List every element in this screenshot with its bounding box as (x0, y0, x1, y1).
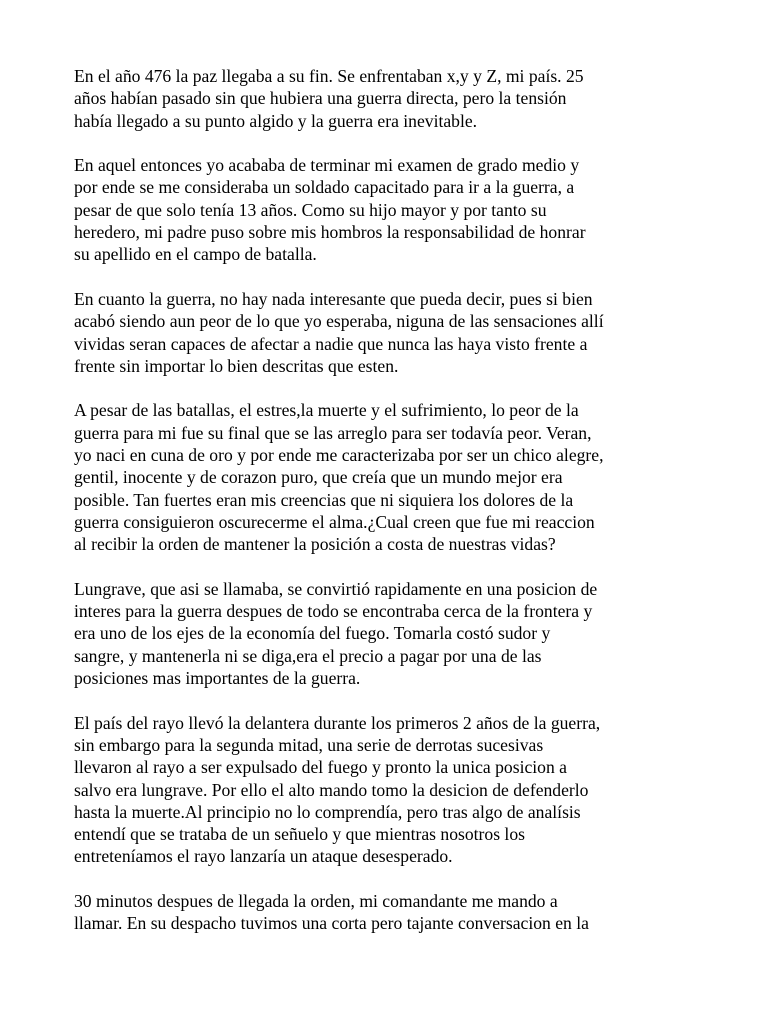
paragraph: En cuanto la guerra, no hay nada interesante que pueda decir, pues si bien acabó siendo aun peor de lo que yo esperaba, niguna de las sensaciones allí vividas seran capaces de afectar a nadie que nunca las haya visto frente a frente sin importar lo bien descritas que esten. (74, 288, 604, 376)
paragraph: En aquel entonces yo acababa de terminar mi examen de grado medio y por ende se me consideraba un soldado capacitado para ir a la guerra, a pesar de que solo tenía 13 años. Como su hijo mayor y por tanto su heredero, mi padre puso sobre mis hombros la responsabilidad de honrar su apellido en el campo de batalla. (74, 155, 586, 265)
document-page (74, 65, 699, 957)
paragraph: A pesar de las batallas, el estres,la muerte y el sufrimiento, lo peor de la guerra para mi fue su final que se las arreglo para ser todavía peor. Veran, yo naci en cuna de oro y por ende me caracterizaba por ser un chico alegre, gentil, inocente y de corazon puro, que creía que un mundo mejor era posible. Tan fuertes eran mis creencias que ni siquiera los dolores de la guerra consiguieron oscurecerme el alma.¿Cual creen que fue mi reaccion al recibir la orden de mantener la posición a costa de nuestras vidas? (74, 400, 604, 555)
paragraph: Lungrave, que asi se llamaba, se convirtió rapidamente en una posicion de interes para la guerra despues de todo se encontraba cerca de la frontera y era uno de los ejes de la economía del fuego. Tomarla costó sudor y sangre, y mantenerla ni se diga,era el precio a pagar por una de las posiciones mas importantes de la guerra. (74, 578, 598, 689)
paragraph: En el año 476 la paz llegaba a su fin. Se enfrentaban x,y y Z, mi país. 25 años habían pasado sin que hubiera una guerra directa, pero la tensión había llegado a su punto algido y la guerra era inevitable. (74, 66, 584, 131)
paragraph: El país del rayo llevó la delantera durante los primeros 2 años de la guerra, sin embargo para la segunda mitad, una serie de derrotas sucesivas llevaron al rayo a ser expulsado del fuego y pronto la unica posicion a salvo era lungrave. Por ello el alto mando tomo la desicion de defenderlo hasta la muerte.Al principio no lo comprendía, pero tras algo de analísis entendí que se trataba de un señuelo y que mientras nosotros los entreteníamos el rayo lanzaría un ataque desesperado. (74, 712, 601, 867)
paragraph: 30 minutos despues de llegada la orden, mi comandante me mando a llamar. En su despacho tuvimos una corta pero tajante conversacion en la (74, 890, 589, 934)
